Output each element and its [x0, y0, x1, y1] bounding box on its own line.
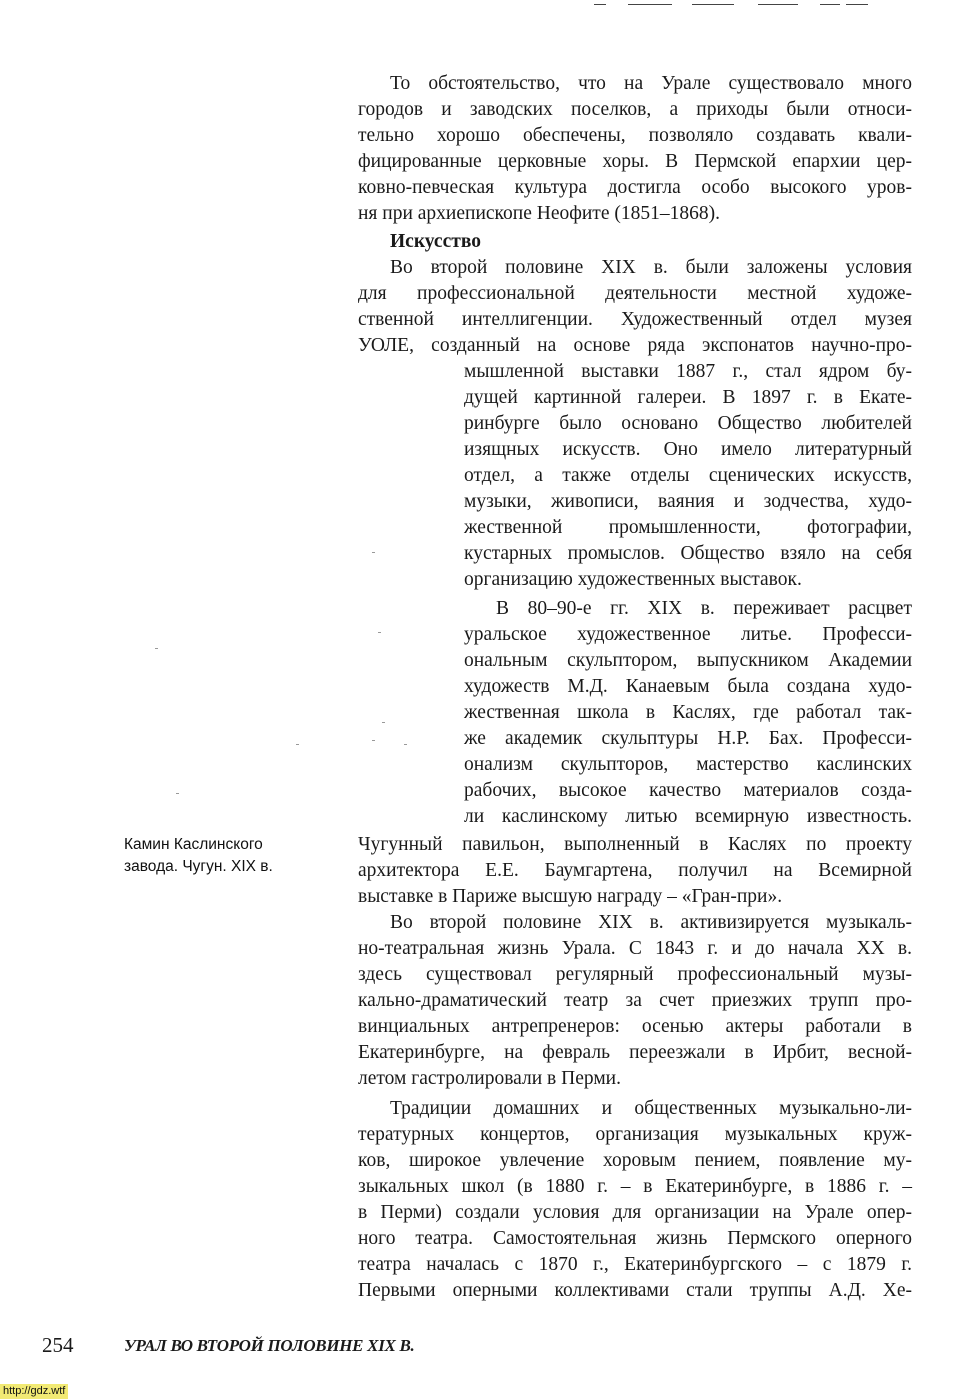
- text-line: жественная школа в Каслях, где работал так-: [464, 702, 912, 723]
- text-line: ональным скульптором, выпускником Академии: [464, 650, 912, 671]
- text-line: организацию художественных выставок.: [464, 569, 802, 590]
- watermark-link[interactable]: http://gdz.wtf: [0, 1384, 68, 1399]
- figure-caption: [124, 834, 324, 878]
- text-line: выставке в Париже высшую награду – «Гран-при».: [358, 886, 783, 907]
- text-line: В 80–90-е гг. XIX в. переживает расцвет: [496, 598, 912, 619]
- text-line: Чугунный павильон, выполненный в Каслях по проекту: [358, 834, 912, 855]
- text-line: кустарных промыслов. Общество взяло на себя: [464, 543, 912, 564]
- text-line: жественной промышленности, фотографии,: [464, 517, 912, 538]
- text-line: фицированные церковные хоры. В Пермской епархии цер-: [358, 151, 912, 172]
- text-line: ного театра. Самостоятельная жизнь Пермского оперного: [358, 1228, 912, 1249]
- text-line: уральское художественное литье. Професси-: [464, 624, 912, 645]
- text-line: ков, широкое увлечение хоровым пением, появление му-: [358, 1150, 912, 1171]
- text-line: дущей картинной галереи. В 1897 г. в Екате-: [464, 387, 912, 408]
- text-line: отдел, а также отделы сценических искусств,: [464, 465, 912, 486]
- text-line: тельно хорошо обеспечены, позволяло создавать квали-: [358, 125, 912, 146]
- text-line: рабочих, высокое качество материалов созда-: [464, 780, 912, 801]
- text-line: здесь существовал регулярный профессиональный музы-: [358, 964, 912, 985]
- text-line: Во второй половине XIX в. были заложены условия: [390, 257, 912, 278]
- text-line: ринбурге было основано Общество любителей: [464, 413, 912, 434]
- text-line: ли каслинскому литью всемирную известность.: [464, 806, 912, 827]
- text-line: для профессиональной деятельности местной художе-: [358, 283, 912, 304]
- text-line: изящных искусств. Оно имело литературный: [464, 439, 912, 460]
- text-line: но-театральная жизнь Урала. С 1843 г. и до начала XX в.: [358, 938, 912, 959]
- text-line: летом гастролировали в Перми.: [358, 1068, 621, 1089]
- caption-line: Камин Каслинского: [124, 836, 263, 853]
- text-line: зыкальных школ (в 1880 г. – в Екатеринбурге, в 1886 г. –: [358, 1176, 912, 1197]
- text-line: кально-драматический театр за счет приезжих трупп про-: [358, 990, 912, 1011]
- page-number: 254: [42, 1333, 74, 1357]
- text-line: архитектора Е.Е. Баумгартена, получил на Всемирной: [358, 860, 912, 881]
- text-line: ня при архиепископе Неофите (1851–1868).: [358, 203, 720, 224]
- text-line: УОЛЕ, созданный на основе ряда экспонатов научно-про-: [358, 335, 912, 356]
- text-line: тературных концертов, организация музыкальных круж-: [358, 1124, 912, 1145]
- running-title: УРАЛ ВО ВТОРОЙ ПОЛОВИНЕ XIX В.: [124, 1336, 415, 1355]
- text-line: музыки, живописи, ваяния и зодчества, худо-: [464, 491, 912, 512]
- text-line: городов и заводских поселков, а приходы были относи-: [358, 99, 912, 120]
- text-line: мышленной выставки 1887 г., стал ядром бу-: [464, 361, 912, 382]
- text-line: онализм скульпторов, мастерство каслинских: [464, 754, 912, 775]
- text-line: Традиции домашних и общественных музыкально-ли-: [390, 1098, 912, 1119]
- caption-line: завода. Чугун. XIX в.: [124, 858, 273, 875]
- text-line: Во второй половине XIX в. активизируется музыкаль-: [390, 912, 912, 933]
- text-line: театра началась с 1870 г., Екатеринбургского – с 1879 г.: [358, 1254, 912, 1275]
- text-line: в Перми) создали условия для организации на Урале опер-: [358, 1202, 912, 1223]
- section-heading: Искусство: [390, 231, 481, 252]
- text-line: винциальных антрепренеров: осенью актеры работали в: [358, 1016, 912, 1037]
- text-line: ковно-певческая культура достигла особо высокого уров-: [358, 177, 912, 198]
- text-line: ственной интеллигенции. Художественный отдел музея: [358, 309, 912, 330]
- text-line: Первыми оперными коллективами стали труппы А.Д. Хе-: [358, 1280, 912, 1301]
- text-line: То обстоятельство, что на Урале существовало много: [390, 73, 912, 94]
- text-line: Екатеринбурге, на февраль переезжали в Ирбит, весной-: [358, 1042, 912, 1063]
- text-line: же академик скульптуры Н.Р. Бах. Професси-: [464, 728, 912, 749]
- text-line: художеств М.Д. Канаевым была создана худо-: [464, 676, 912, 697]
- scan-edge-marks: [588, 0, 878, 8]
